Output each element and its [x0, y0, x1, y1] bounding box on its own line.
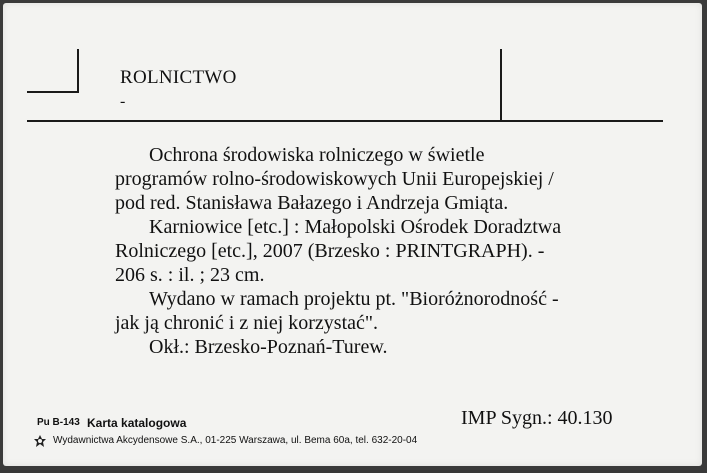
publisher-line: Wydawnictwa Akcydensowe S.A., 01-225 Warszawa, ul. Bema 60a, tel. 632-20-04 [53, 435, 418, 446]
entry-line: Wydano w ramach projektu pt. "Bioróżnorodność - [149, 288, 559, 310]
bibliographic-entry [115, 143, 655, 359]
entry-line: Karniowice [etc.] : Małopolski Ośrodek Doradztwa [149, 216, 562, 238]
header-divider-rule [27, 120, 663, 122]
entry-line: pod red. Stanisława Bałazego i Andrzeja Gmiąta. [115, 192, 509, 214]
catalog-card [3, 3, 702, 466]
form-name: Karta katalogowa [87, 416, 187, 430]
subject-dash: - [120, 93, 126, 110]
entry-line: Rolniczego [etc.], 2007 (Brzesko : PRINTGRAPH). - [115, 240, 545, 262]
entry-line: jak ją chronić i z niej korzystać". [115, 312, 379, 334]
entry-line: Ochrona środowiska rolniczego w świetle [149, 144, 485, 166]
entry-line: programów rolno-środowiskowych Unii Europejskiej / [115, 168, 554, 190]
subject-heading: ROLNICTWO [120, 67, 237, 88]
form-code: Pu B-143 [37, 417, 80, 428]
column-divider-rule [500, 49, 502, 121]
publisher-logo-icon [33, 434, 47, 448]
corner-vertical-rule [77, 49, 79, 93]
entry-line: Okł.: Brzesko-Poznań-Turew. [149, 336, 388, 358]
corner-horizontal-rule [27, 91, 79, 93]
entry-line: 206 s. : il. ; 23 cm. [115, 264, 265, 286]
call-number: IMP Sygn.: 40.130 [461, 407, 613, 429]
